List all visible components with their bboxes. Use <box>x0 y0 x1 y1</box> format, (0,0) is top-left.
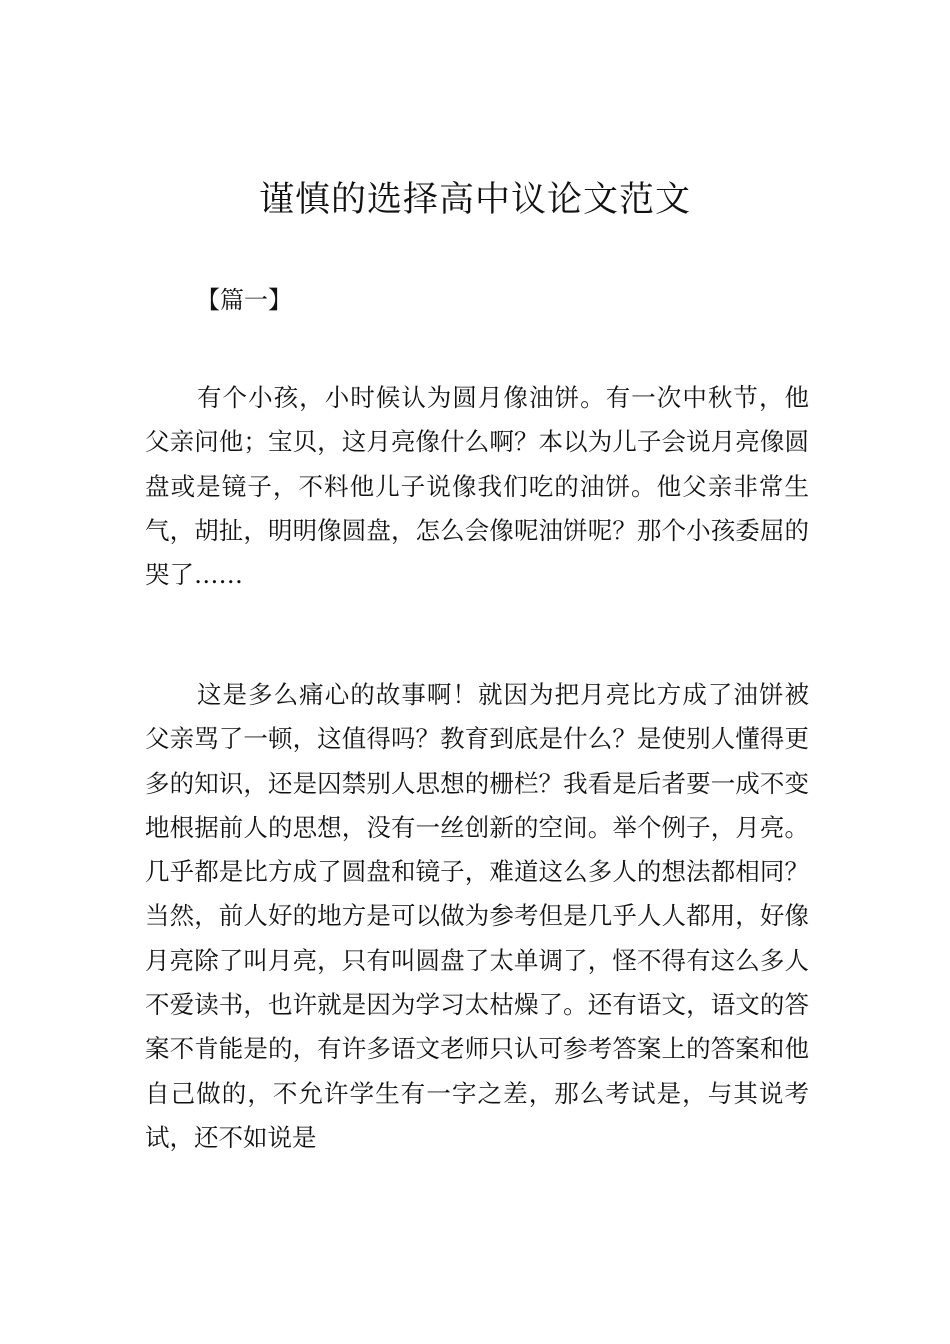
section-label: 【篇一】 <box>196 286 292 314</box>
document-title: 谨慎的选择高中议论文范文 <box>258 180 691 220</box>
paragraph-1: 有个小孩，小时候认为圆月像油饼。有一次中秋节，他父亲问他；宝贝，这月亮像什么啊？本以为儿子会说月亮像圆盘或是镜子，不料他儿子说像我们吃的油饼。他父亲非常生气，胡扯，明明像圆盘，怎么会像呢油饼呢？那个小孩委屈的哭了…… <box>145 383 809 590</box>
paragraph-2: 这是多么痛心的故事啊！就因为把月亮比方成了油饼被父亲骂了一顿，这值得吗？教育到底是什么？是使别人懂得更多的知识，还是囚禁别人思想的栅栏？我看是后者要一成不变地根据前人的思想，没有一丝创新的空间。举个例子，月亮。几乎都是比方成了圆盘和镜子，难道这么多人的想法都相同？当然，前人好的地方是可以做为参考但是几乎人人都用，好像月亮除了叫月亮，只有叫圆盘了太单调了，怪不得有这么多人不爱读书，也许就是因为学习太枯燥了。还有语文，语文的答案不肯能是的，有许多语文老师只认可参考答案上的答案和他自己做的，不允许学生有一字之差，那么考试是，与其说考试，还不如说是 <box>145 680 809 1152</box>
